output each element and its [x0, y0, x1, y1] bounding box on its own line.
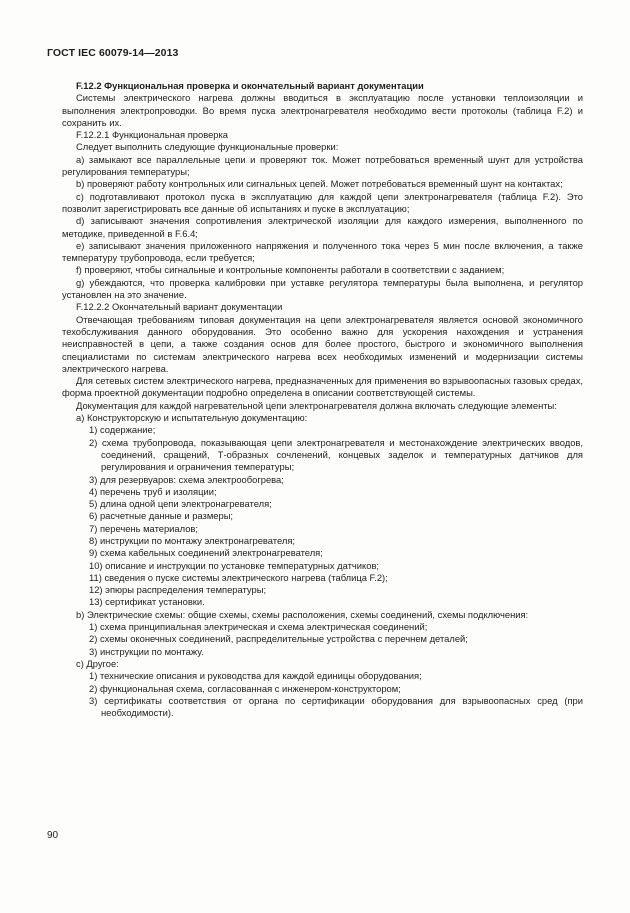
list-item: 13) сертификат установки. [89, 596, 205, 608]
list-b-title: b) Электрические схемы: общие схемы, схемы расположения, схемы соединений, схемы подключения: [76, 608, 529, 620]
list-item: 4) перечень труб и изоляции; [89, 485, 217, 497]
list-item: 6) расчетные данные и размеры; [89, 510, 234, 522]
list-item: 1) технические описания и руководства для каждой единицы оборудования; [89, 670, 422, 682]
list-item: 2) функциональная схема, согласованная с инженером-конструктором; [89, 682, 401, 694]
paragraph: Документация для каждой нагревательной цепи электронагревателя должна включать следующие элементы: [76, 399, 557, 411]
list-item: 2) схема трубопровода, показывающая цепи электронагревателя и местонахождение электрических вводов, соединений, сращений, Т-образных сочленений, концевых заделок и температурных датчиков для регулирования и ограничения температуры; [89, 436, 583, 473]
list-item: 10) описание и инструкции по установке температурных датчиков; [89, 559, 380, 571]
check-item: a) замыкают все параллельные цепи и проверяют ток. Может потребоваться временный шунт для устройства регулирования температуры; [62, 153, 583, 178]
list-a-title: a) Конструкторскую и испытательную документацию: [76, 412, 308, 424]
check-item: g) убеждаются, что проверка калибровки при уставке регулятора температуры была выполнена, и регулятор установлен на это значение. [62, 276, 583, 301]
list-item: 12) эпюры распределения температуры; [89, 584, 267, 596]
list-item: 11) сведения о пуске системы электрического нагрева (таблица F.2); [89, 571, 388, 583]
check-item: e) записывают значения приложенного напряжения и полученного тока через 5 мин после включения, а также температуру трубопровода, если требуется; [62, 239, 583, 264]
check-item: d) записывают значения сопротивления электрической изоляции для каждого измерения, выполненного по методике, приведенной в F.6.4; [62, 215, 583, 239]
subsection-heading: F.12.2.2 Окончательный вариант документации [76, 301, 283, 313]
document-body [62, 80, 583, 719]
list-item: 3) для резервуаров: схема электрообогрева; [89, 473, 284, 485]
list-item: 8) инструкции по монтажу электронагревателя; [89, 534, 296, 546]
list-item: 9) схема кабельных соединений электронагревателя; [89, 547, 323, 559]
check-item: c) подготавливают протокол пуска в эксплуатацию для каждой цепи электронагревателя (таблица F.2). Это позволит зарегистрировать все данные об испытаниях и пуске в эксплуатацию; [62, 190, 583, 214]
section-heading: F.12.2 Функциональная проверка и окончательный вариант документации [76, 80, 424, 91]
list-item: 3) инструкции по монтажу. [89, 645, 204, 657]
list-item: 1) содержание; [89, 424, 156, 436]
list-item: 5) длина одной цепи электронагревателя; [89, 498, 272, 510]
check-item: b) проверяют работу контрольных или сигнальных цепей. Может потребоваться временный шунт на контактах; [76, 178, 563, 190]
paragraph: Следует выполнить следующие функциональные проверки: [76, 141, 339, 153]
check-item: f) проверяют, чтобы сигнальные и контрольные компоненты работали в соответствии с заданием; [76, 264, 505, 276]
standard-header: ГОСТ IEC 60079-14—2013 [47, 47, 179, 59]
paragraph: Отвечающая требованиям типовая документация на цепи электронагревателя является основой экономичного техобслуживания данного оборудования. Это особенно важно для ускорения нахождения и устранения неисправностей в цепи, а также создания основ для более простого, быстрого и экономичного выполнения специалистами по системам электрического нагрева всех необходимых изменений и модернизации системы электрического нагрева. [62, 313, 583, 374]
list-c-title: c) Другое: [76, 657, 119, 669]
page-number: 90 [47, 830, 59, 841]
paragraph: Системы электрического нагрева должны вводиться в эксплуатацию после установки теплоизоляции и выполнения электропроводки. Во время пуска электронагревателя необходимо вести протоколы (таблица F.2) и сохранить их. [62, 92, 583, 128]
paragraph: Для сетевых систем электрического нагрева, предназначенных для применения во взрывоопасных газовых средах, форма проектной документации подробно определена в описании соответствующей системы. [62, 375, 583, 399]
subsection-heading: F.12.2.1 Функциональная проверка [76, 129, 229, 141]
list-item: 1) схема принципиальная электрическая и схема электрическая соединений; [89, 621, 428, 633]
list-item: 2) схемы оконечных соединений, распределительные устройства с перечнем деталей; [89, 633, 468, 645]
list-item: 3) сертификаты соответствия от органа по сертификации оборудования для взрывоопасных сред (при необходимости). [89, 694, 583, 719]
list-item: 7) перечень материалов; [89, 522, 199, 534]
